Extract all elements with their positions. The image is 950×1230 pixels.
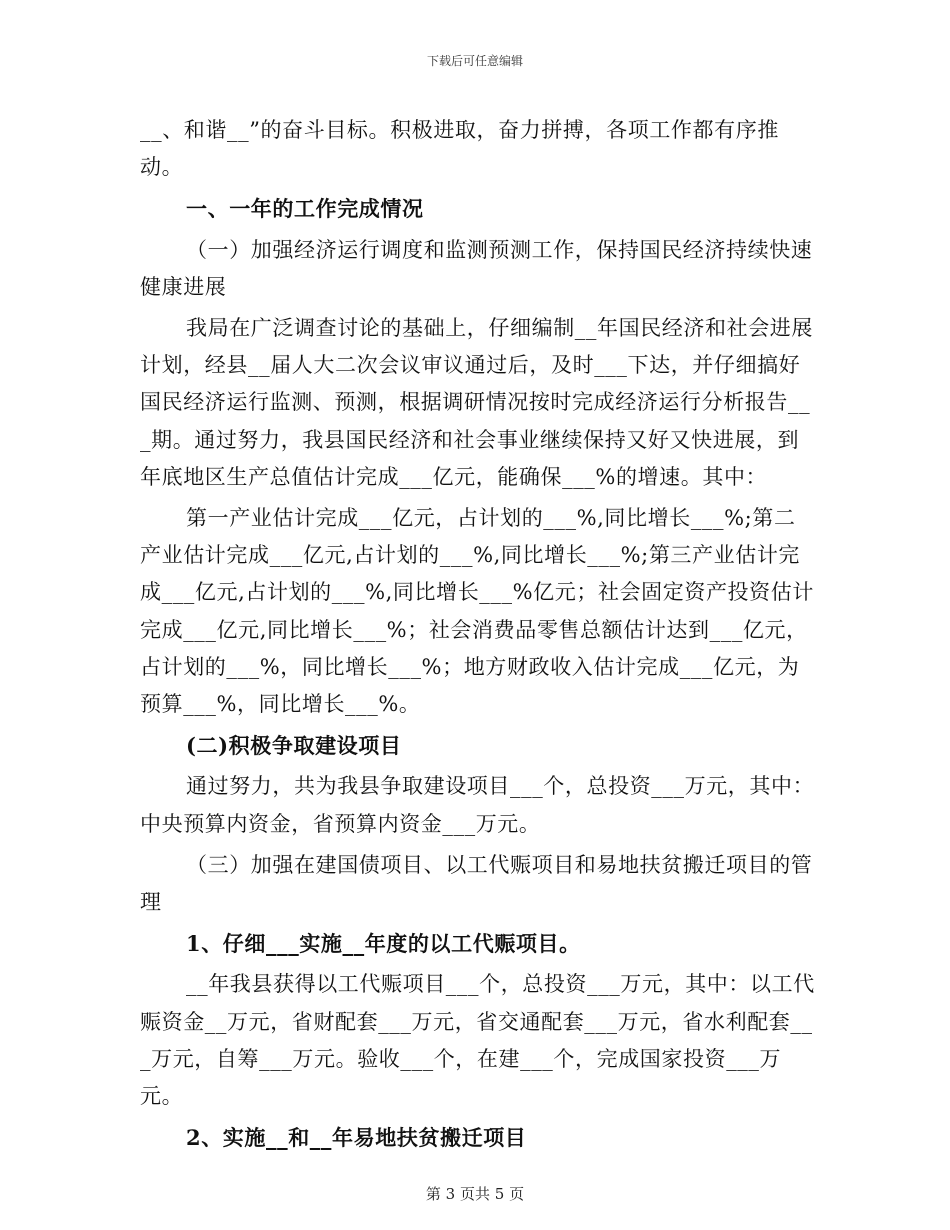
subsection-heading-2: (二)积极争取建设项目 [186,733,402,759]
page-header: 下载后可任意编辑 [426,54,523,68]
paragraph-economic-plan: 我局在广泛调查讨论的基础上，仔细编制__年国民经济和社会进展计划，经县__届人大二次会议审议通过后，及时___下达，并仔细搞好国民经济运行监测、预测，根据调研情况按时完成经济运行分析报告___期。通过努力，我县国民经济和社会事业继续保持又好又快进展，到年底地区生产总值估计完成___亿元，能确保___%的增速。其中： [140,316,813,489]
paragraph-construction-projects: 通过努力，共为我县争取建设项目___个，总投资___万元，其中：中央预算内资金，省预算内资金___万元。 [140,774,815,836]
subsection-heading-3: （三）加强在建国债项目、以工代赈项目和易地扶贫搬迁项目的管理 [140,852,813,915]
section-heading-1: 一、一年的工作完成情况 [186,196,424,222]
paragraph-work-relief: __年我县获得以工代赈项目___个，总投资___万元，其中：以工代赈资金__万元，省财配套___万元，省交通配套___万元，省水利配套___万元，自筹___万元。验收___个，在建___个，完成国家投资___万元。 [140,972,815,1109]
item-heading-1: 1、仔细___实施__年度的以工代赈项目。 [186,931,581,957]
subsection-heading-1: （一）加强经济运行调度和监测预测工作，保持国民经济持续快速健康进展 [140,237,813,299]
paragraph-industry-stats: 第一产业估计完成___亿元，占计划的___%,同比增长___%;第二产业估计完成___亿元,占计划的___%,同比增长___%;第三产业估计完成___亿元,占计划的___%,同比增长___%亿元；社会固定资产投资估计完成___亿元,同比增长___%；社会消费品零售总额估计达到___亿元，占计划的___%，同比增长___%；地方财政收入估计完成___亿元，为预算___%，同比增长___%。 [140,506,814,717]
item-heading-2: 2、实施__和__年易地扶贫搬迁项目 [186,1125,527,1151]
page-footer: 第 3 页共 5 页 [425,1185,525,1203]
document-body [140,112,816,1156]
paragraph-continuation: __、和谐__”的奋斗目标。积极进取，奋力拼搏，各项工作都有序推动。 [140,118,779,180]
